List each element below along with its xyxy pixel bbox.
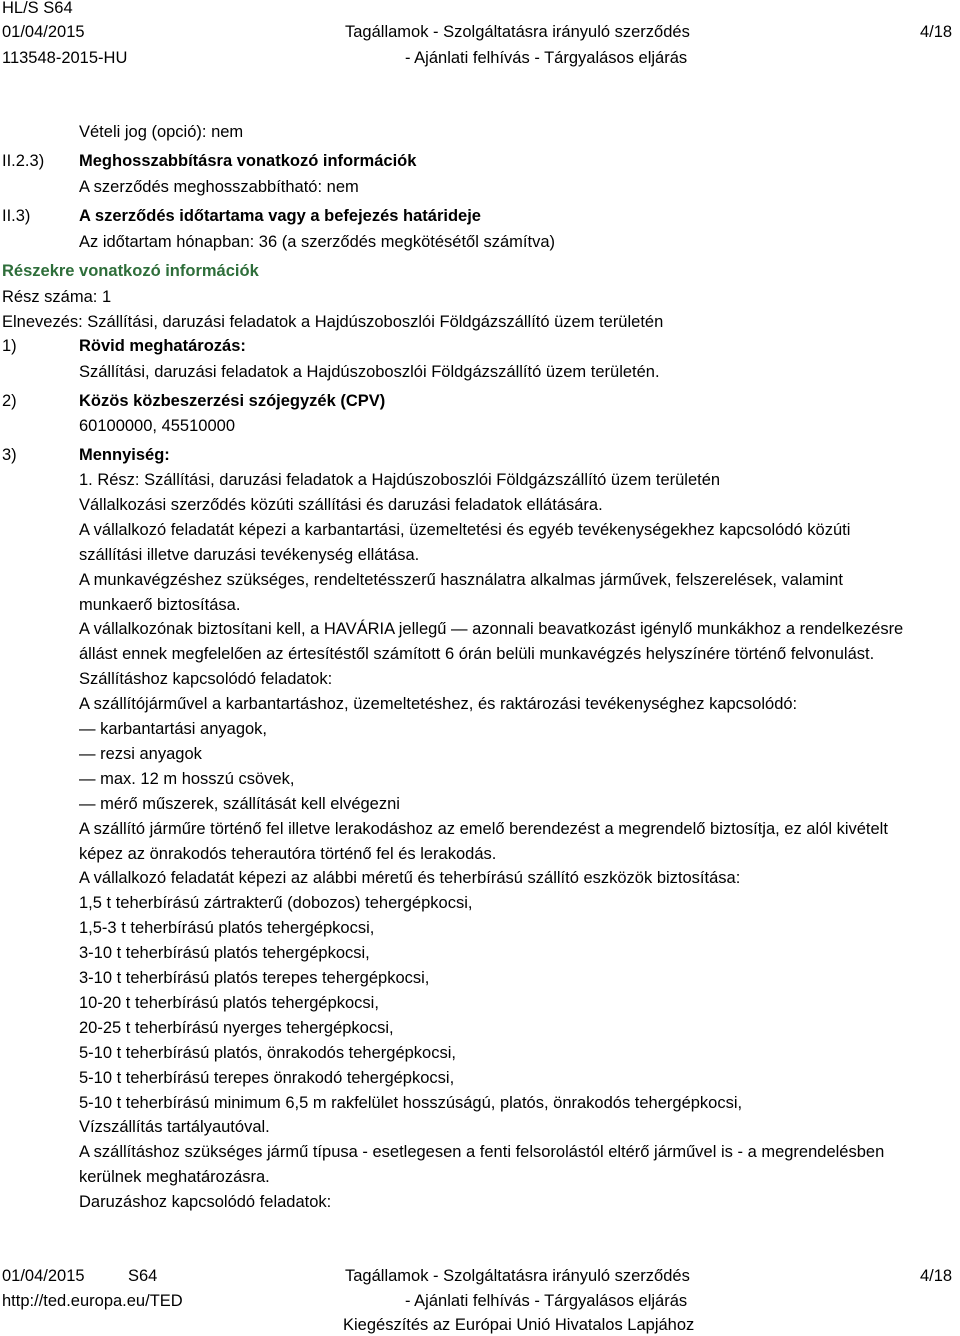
body-line: Daruzáshoz kapcsolódó feladatok:	[79, 1193, 332, 1212]
section-text-extension: A szerződés meghosszabbítható: nem	[79, 178, 359, 196]
body-line: 10-20 t teherbírású platós tehergépkocsi,	[79, 993, 379, 1012]
body-line: 5-10 t teherbírású terepes önrakodó tehergépkocsi,	[79, 1068, 455, 1087]
footer-series: S64	[128, 1267, 158, 1285]
option-text: Vételi jog (opció): nem	[79, 123, 244, 141]
lot-number: Rész száma: 1	[2, 288, 112, 306]
item-number-1: 1)	[2, 337, 17, 355]
footer-subtitle: - Ajánlati felhívás - Tárgyalásos eljárás	[405, 1292, 688, 1310]
body-line: A szállításhoz szükséges jármű típusa - esetlegesen a fenti felsorolástól eltérő járművel is - a megrendelésben	[79, 1143, 885, 1162]
body-line: 1. Rész: Szállítási, daruzási feladatok a Hajdúszoboszlói Földgázszállító üzem területén	[79, 471, 721, 489]
section-title-duration: A szerződés időtartama vagy a befejezés határideje	[79, 207, 481, 225]
body-line: 3-10 t teherbírású platós tehergépkocsi,	[79, 944, 370, 963]
footer-page-number: 4/18	[920, 1267, 953, 1285]
footer-title: Tagállamok - Szolgáltatásra irányuló szerződés	[345, 1267, 690, 1285]
section-title-extension: Meghosszabbításra vonatkozó információk	[79, 152, 417, 170]
item-title-quantity: Mennyiség:	[79, 446, 170, 464]
body-line: Szállításhoz kapcsolódó feladatok:	[79, 670, 333, 689]
body-line: A vállalkozónak biztosítani kell, a HAVÁRIA jellegű — azonnali beavatkozást igénylő munkákhoz a rendelkezésre	[79, 620, 904, 639]
body-line: 1,5 t teherbírású zártrakterű (dobozos) tehergépkocsi,	[79, 894, 473, 913]
section-text-duration: Az időtartam hónapban: 36 (a szerződés megkötésétől számítva)	[79, 233, 555, 251]
body-line: — karbantartási anyagok,	[79, 720, 268, 738]
item-text-cpv: 60100000, 45510000	[79, 417, 235, 435]
body-line: A vállalkozó feladatát képezi a karbantartási, üzemeltetési és egyéb tevékenységekhez kapcsolódó közúti	[79, 520, 851, 539]
lot-name: Elnevezés: Szállítási, daruzási feladatok a Hajdúszoboszlói Földgázszállító üzem területén	[2, 313, 664, 331]
body-line: állást ennek megfelelően az értesítéstől számított 6 órán belüli munkavégzés helyszínére történő felvonulást.	[79, 645, 875, 664]
item-title-cpv: Közös közbeszerzési szójegyzék (CPV)	[79, 392, 386, 410]
header-page-number: 4/18	[920, 23, 953, 41]
body-line: A munkavégzéshez szükséges, rendeltetésszerű használatra alkalmas járművek, felszerelések, valamint	[79, 570, 843, 589]
section-number-ii3: II.3)	[2, 207, 31, 225]
body-line: 5-10 t teherbírású minimum 6,5 m rakfelület hosszúságú, platós, önrakodós tehergépkocsi,	[79, 1093, 743, 1112]
body-line: — max. 12 m hosszú csövek,	[79, 769, 295, 788]
footer-journal: Kiegészítés az Európai Unió Hivatalos Lapjához	[343, 1316, 695, 1334]
header-title: Tagállamok - Szolgáltatásra irányuló szerződés	[345, 23, 690, 41]
body-line: 5-10 t teherbírású platós, önrakodós tehergépkocsi,	[79, 1043, 456, 1062]
body-line: A szállítójárművel a karbantartáshoz, üzemeltetéshez, és raktározási tevékenységhez kapcsolódó:	[79, 695, 798, 714]
body-line: — mérő műszerek, szállítását kell elvégezni	[79, 794, 400, 813]
footer-date: 01/04/2015	[2, 1267, 85, 1285]
section-number-ii23: II.2.3)	[2, 152, 45, 170]
body-line: kerülnek meghatározásra.	[79, 1168, 270, 1187]
header-doc-code: HL/S S64	[2, 0, 73, 17]
item-title-short-description: Rövid meghatározás:	[79, 337, 246, 355]
item-text-short-description: Szállítási, daruzási feladatok a Hajdúszoboszlói Földgázszállító üzem területén.	[79, 363, 660, 381]
body-line: szállítási illetve daruzási tevékenység ellátása.	[79, 545, 420, 564]
footer-url[interactable]: http://ted.europa.eu/TED	[2, 1292, 183, 1310]
body-line: 3-10 t teherbírású platós terepes tehergépkocsi,	[79, 969, 430, 987]
body-line: munkaerő biztosítása.	[79, 595, 241, 614]
lots-heading: Részekre vonatkozó információk	[2, 262, 259, 280]
header-date: 01/04/2015	[2, 23, 85, 41]
body-line: 1,5-3 t teherbírású platós tehergépkocsi,	[79, 919, 375, 938]
body-line: A szállító járműre történő fel illetve lerakodáshoz az emelő berendezést a megrendelő biztosítja, ez alól kivételt	[79, 819, 888, 838]
header-subtitle: - Ajánlati felhívás - Tárgyalásos eljárás	[405, 49, 688, 67]
item-number-2: 2)	[2, 392, 17, 410]
body-line: — rezsi anyagok	[79, 744, 202, 763]
header-notice-id: 113548-2015-HU	[2, 49, 128, 67]
body-line: képez az önrakodós teherautóra történő fel és lerakodás.	[79, 844, 497, 863]
body-line: Vízszállítás tartályautóval.	[79, 1118, 270, 1137]
item-number-3: 3)	[2, 446, 17, 464]
body-line: 20-25 t teherbírású nyerges tehergépkocsi,	[79, 1018, 394, 1037]
body-line: A vállalkozó feladatát képezi az alábbi méretű és teherbírású szállító eszközök biztosítása:	[79, 869, 741, 888]
body-line: Vállalkozási szerződés közúti szállítási és daruzási feladatok ellátására.	[79, 495, 603, 514]
